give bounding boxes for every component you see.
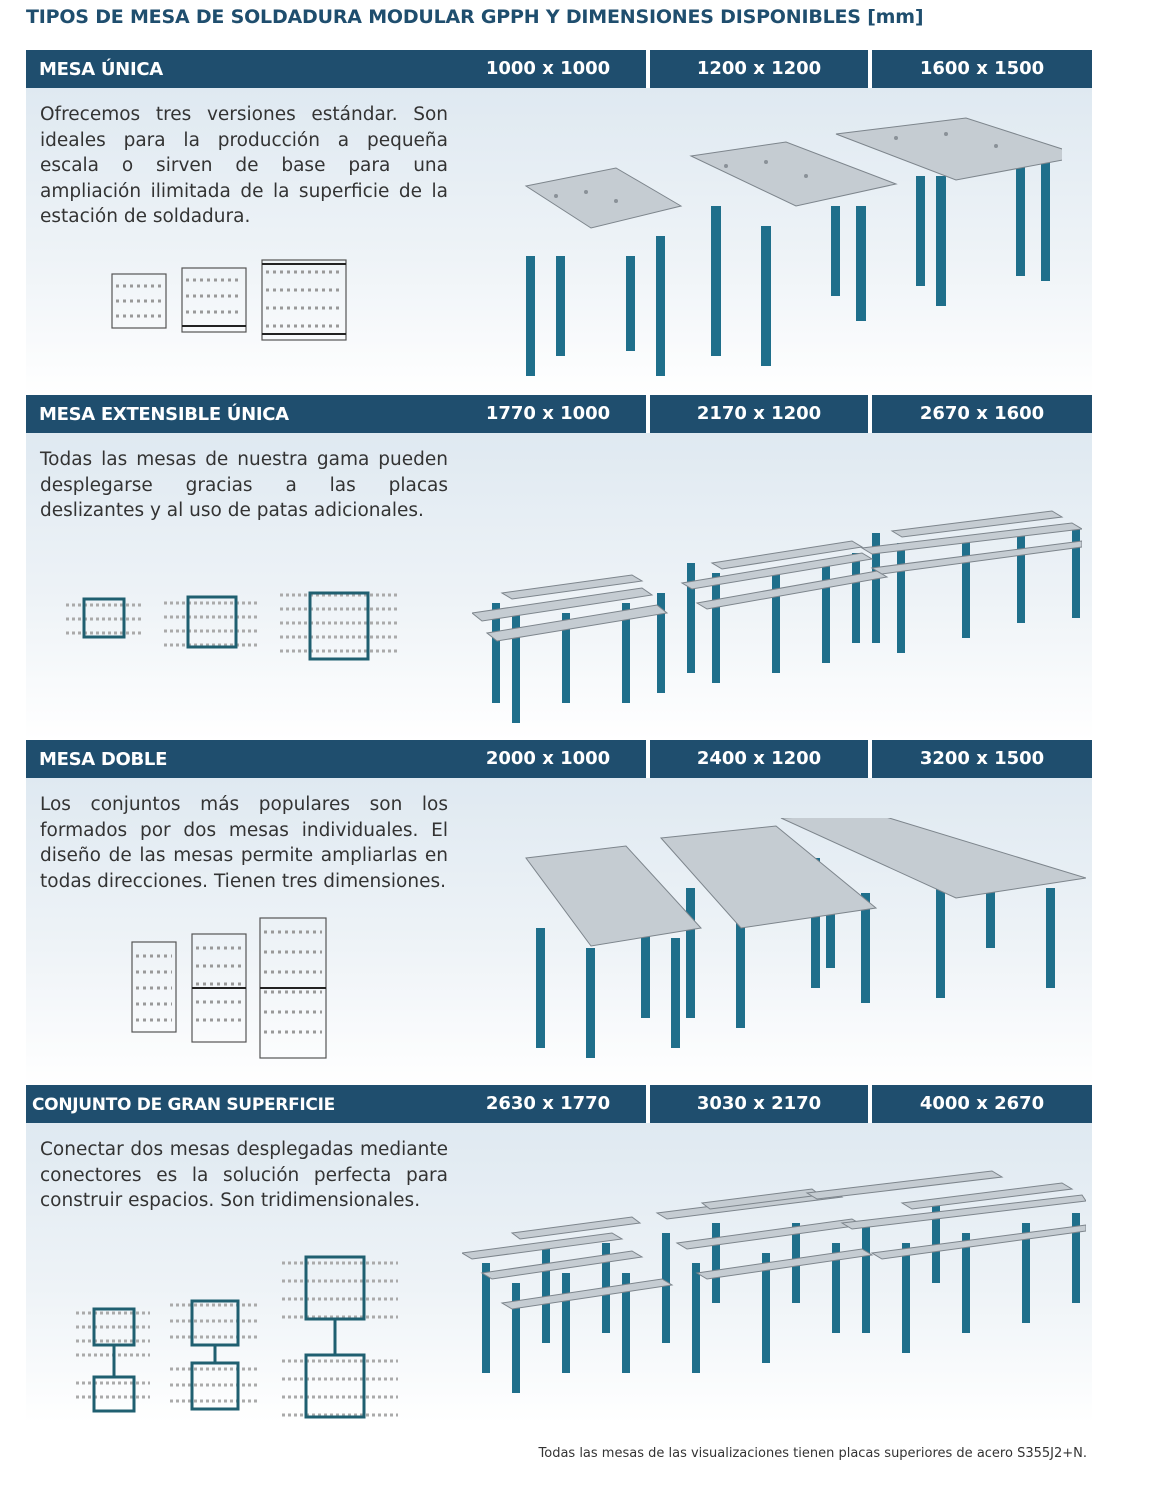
section-name: MESA EXTENSIBLE ÚNICA	[26, 395, 456, 433]
table-layout-diagram	[64, 591, 404, 661]
section-name: MESA DOBLE	[26, 740, 456, 778]
section-header	[26, 395, 1092, 433]
section-name: MESA ÚNICA	[26, 50, 456, 88]
table-render-image	[496, 116, 1062, 386]
dimension-label: 2630 x 1770	[450, 1085, 646, 1123]
section-description: Los conjuntos más populares son los formados por dos mesas individuales. El diseño de las mesas permite ampliarlas en todas direcciones. Tienen tres dimensiones.	[40, 794, 448, 892]
table-render-image	[462, 1163, 1086, 1413]
section-mesa-extensible	[26, 395, 1092, 740]
section-header	[26, 1085, 1092, 1123]
table-layout-diagram	[110, 256, 350, 346]
dimension-label: 2170 x 1200	[650, 395, 868, 433]
dimension-label: 2670 x 1600	[872, 395, 1092, 433]
section-header	[26, 50, 1092, 88]
section-conjunto-gran-superficie	[26, 1085, 1092, 1423]
dimension-label: 1600 x 1500	[872, 50, 1092, 88]
dimension-label: 4000 x 2670	[872, 1085, 1092, 1123]
section-body	[26, 88, 1092, 395]
dimension-label: 2400 x 1200	[650, 740, 868, 778]
table-render-image	[496, 818, 1086, 1078]
section-description: Conectar dos mesas desplegadas mediante conectores es la solución perfecta para construir espacios. Son tridimensionales.	[40, 1139, 448, 1211]
page-title: TIPOS DE MESA DE SOLDADURA MODULAR GPPH Y DIMENSIONES DISPONIBLES [mm]	[26, 6, 924, 28]
dimension-label: 3200 x 1500	[872, 740, 1092, 778]
section-body	[26, 433, 1092, 740]
section-name: CONJUNTO DE GRAN SUPERFICIE	[26, 1085, 456, 1123]
table-layout-diagram	[130, 916, 330, 1062]
section-description: Todas las mesas de nuestra gama pueden desplegarse gracias a las placas deslizantes y al uso de patas adicionales.	[40, 449, 448, 521]
section-mesa-unica	[26, 50, 1092, 395]
dimension-label: 1000 x 1000	[450, 50, 646, 88]
dimension-label: 1770 x 1000	[450, 395, 646, 433]
section-header	[26, 740, 1092, 778]
section-body	[26, 1123, 1092, 1423]
table-layout-diagram	[74, 1249, 404, 1421]
dimension-label: 1200 x 1200	[650, 50, 868, 88]
dimension-label: 2000 x 1000	[450, 740, 646, 778]
section-mesa-doble	[26, 740, 1092, 1085]
footnote: Todas las mesas de las visualizaciones tienen placas superiores de acero S355J2+N.	[538, 1446, 1087, 1461]
section-description: Ofrecemos tres versiones estándar. Son ideales para la producción a pequeña escala o sirven de base para una ampliación ilimitada de la superficie de la estación de soldadura.	[40, 104, 448, 227]
section-body	[26, 778, 1092, 1085]
dimension-label: 3030 x 2170	[650, 1085, 868, 1123]
table-render-image	[472, 493, 1082, 733]
